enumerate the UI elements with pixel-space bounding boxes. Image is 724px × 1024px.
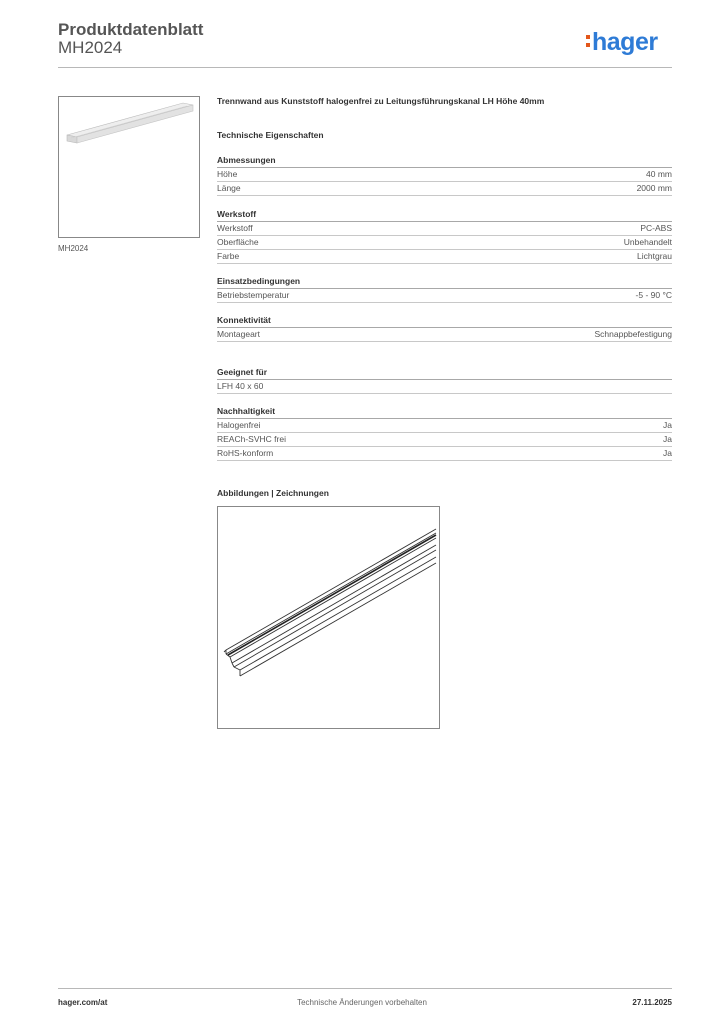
property-row: Betriebstemperatur -5 - 90 °C	[217, 289, 672, 303]
section-title: Geeignet für	[217, 367, 672, 380]
thumbnail-caption: MH2024	[58, 244, 89, 253]
property-row: Höhe 40 mm	[217, 168, 672, 182]
section-abmessungen	[217, 155, 672, 196]
product-description: Trennwand aus Kunststoff halogenfrei zu Leitungsführungskanal LH Höhe 40mm	[217, 96, 545, 106]
logo-text: hager	[592, 28, 658, 56]
technical-drawing	[217, 506, 440, 729]
technical-drawing-image	[218, 507, 439, 728]
property-row: Länge 2000 mm	[217, 182, 672, 196]
section-konnektivitaet	[217, 315, 672, 342]
property-row: REACh-SVHC frei Ja	[217, 433, 672, 447]
technical-properties-title: Technische Eigenschaften	[217, 130, 324, 140]
section-title: Konnektivität	[217, 315, 672, 328]
figures-title: Abbildungen | Zeichnungen	[217, 488, 329, 498]
section-title: Abmessungen	[217, 155, 672, 168]
hager-logo	[592, 28, 658, 56]
property-row: Montageart Schnappbefestigung	[217, 328, 672, 342]
product-thumbnail	[58, 96, 200, 238]
section-title: Nachhaltigkeit	[217, 406, 672, 419]
section-werkstoff	[217, 209, 672, 264]
section-geeignet-fuer	[217, 367, 672, 394]
property-row: Halogenfrei Ja	[217, 419, 672, 433]
section-einsatzbedingungen	[217, 276, 672, 303]
product-number: MH2024	[58, 38, 123, 57]
footer-divider	[58, 988, 672, 989]
property-row: Oberfläche Unbehandelt	[217, 236, 672, 250]
product-thumbnail-image	[59, 97, 199, 237]
header-divider	[58, 67, 672, 68]
property-row: RoHS-konform Ja	[217, 447, 672, 461]
property-row: LFH 40 x 60	[217, 380, 672, 394]
footer-date: 27.11.2025	[632, 998, 672, 1007]
page-title: Produktdatenblatt	[58, 20, 204, 39]
website-link[interactable]: hager.com/at	[58, 998, 108, 1007]
section-nachhaltigkeit	[217, 406, 672, 461]
footer-notice: Technische Änderungen vorbehalten	[297, 998, 427, 1007]
section-title: Einsatzbedingungen	[217, 276, 672, 289]
property-row: Farbe Lichtgrau	[217, 250, 672, 264]
section-title: Werkstoff	[217, 209, 672, 222]
property-row: Werkstoff PC-ABS	[217, 222, 672, 236]
logo-dots-icon	[586, 35, 590, 51]
